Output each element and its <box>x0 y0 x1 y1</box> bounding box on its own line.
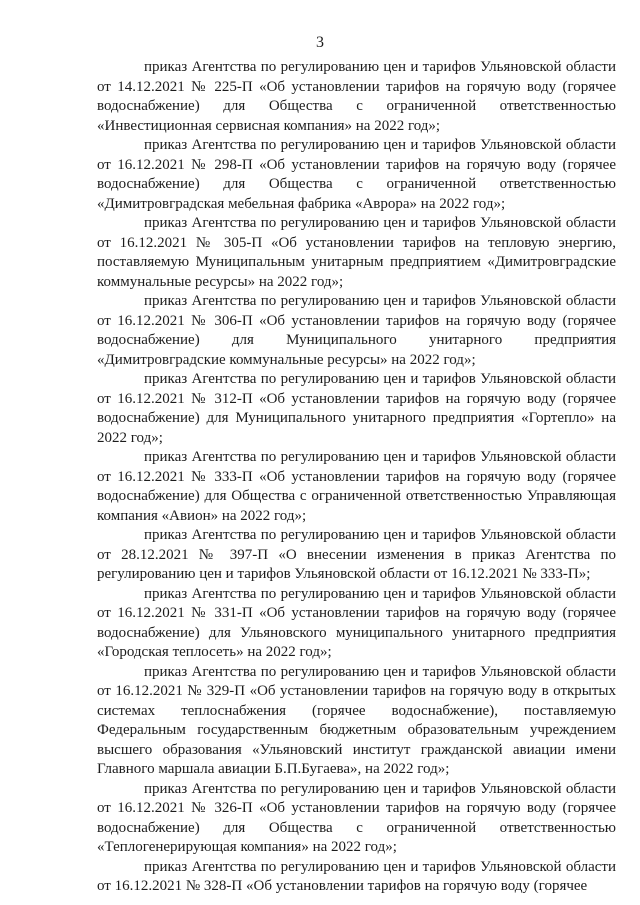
list-item-order-397: приказ Агентства по регулированию цен и тарифов Ульяновской области от 28.12.2021 № 397-П «О внесении изменения в приказ Агентства по регулированию цен и тарифов Ульяновской области от 16.12.2021 № 333-П»; <box>97 527 616 582</box>
list-item-order-298: приказ Агентства по регулированию цен и тарифов Ульяновской области от 16.12.2021 № 298-П «Об установлении тарифов на горячую воду (горячее водоснабжение) для Общества с ограниченной ответственностью «Димитровградская мебельная фабрика «Аврора» на 2022 год»; <box>97 137 616 212</box>
list-item-order-305: приказ Агентства по регулированию цен и тарифов Ульяновской области от 16.12.2021 № 305-П «Об установлении тарифов на тепловую энергию, поставляемую Муниципальным унитарным предприятием «Димитровградские коммунальные ресурсы» на 2022 год»; <box>97 215 616 290</box>
list-item-order-331: приказ Агентства по регулированию цен и тарифов Ульяновской области от 16.12.2021 № 331-П «Об установлении тарифов на горячую воду (горячее водоснабжение) для Ульяновского муниципального унитарного предприятия «Городская теплосеть» на 2022 год»; <box>97 585 616 660</box>
list-item-order-225: приказ Агентства по регулированию цен и тарифов Ульяновской области от 14.12.2021 № 225-П «Об установлении тарифов на горячую воду (горячее водоснабжение) для Общества с ограниченной ответственностью «Инвестиционная сервисная компания» на 2022 год»; <box>97 59 616 134</box>
list-item-order-326: приказ Агентства по регулированию цен и тарифов Ульяновской области от 16.12.2021 № 326-П «Об установлении тарифов на горячую воду (горячее водоснабжение) для Общества с ограниченной ответственностью «Теплогенерирующая компания» на 2022 год»; <box>97 780 616 855</box>
list-item-order-328: приказ Агентства по регулированию цен и тарифов Ульяновской области от 16.12.2021 № 328-П «Об установлении тарифов на горячую воду (горячее <box>97 858 616 894</box>
list-item-order-333: приказ Агентства по регулированию цен и тарифов Ульяновской области от 16.12.2021 № 333-П «Об установлении тарифов на горячую воду (горячее водоснабжение) для Общества с ограниченной ответственностью Управляющая компания «Авион» на 2022 год»; <box>97 449 616 524</box>
list-item-order-329: приказ Агентства по регулированию цен и тарифов Ульяновской области от 16.12.2021 № 329-П «Об установлении тарифов на горячую воду в открытых системах теплоснабжения (горячее водоснабжение), поставляемую Федеральным государственным бюджетным образовательным учреждением высшего образования «Ульяновский институт гражданской авиации имени Главного маршала авиации Б.П.Бугаева», на 2022 год»; <box>97 663 616 777</box>
list-item-order-306: приказ Агентства по регулированию цен и тарифов Ульяновской области от 16.12.2021 № 306-П «Об установлении тарифов на горячую воду (горячее водоснабжение) для Муниципального унитарного предприятия «Димитровградские коммунальные ресурсы» на 2022 год»; <box>97 293 616 368</box>
document-body <box>97 58 616 897</box>
list-item-order-312: приказ Агентства по регулированию цен и тарифов Ульяновской области от 16.12.2021 № 312-П «Об установлении тарифов на горячую воду (горячее водоснабжение) для Муниципального унитарного предприятия «Гортепло» на 2022 год»; <box>97 371 616 446</box>
page-number: 3 <box>316 34 324 51</box>
